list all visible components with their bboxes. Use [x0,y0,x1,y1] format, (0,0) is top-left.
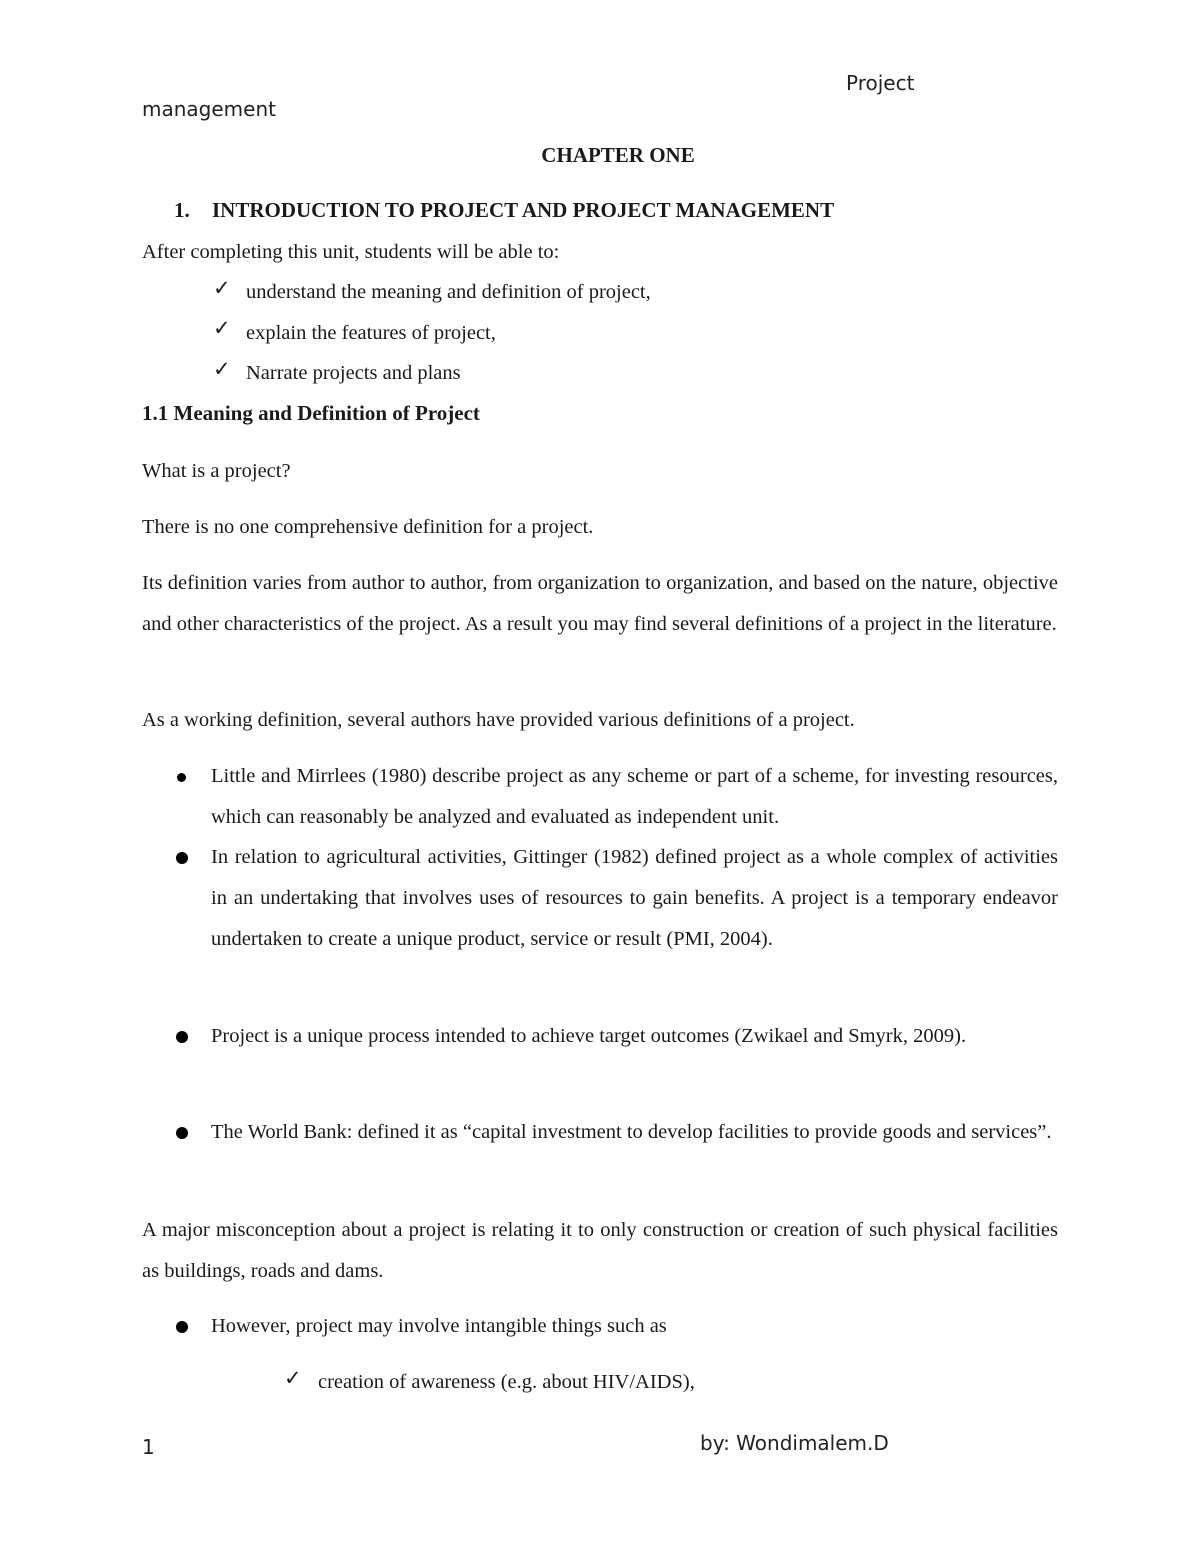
check-icon: ✓ [213,316,231,340]
definition-item: In relation to agricultural activities, Gittinger (1982) defined project as a whole complex of activities in an undertaking that involves uses of resources to gain benefits. A project is a temporary endeavor undertaken to create a unique product, service or result (PMI, 2004). [211,846,1058,950]
objective-item: explain the features of project, [246,322,496,344]
paragraph-working-definition: As a working definition, several authors have provided various definitions of a project. [142,709,855,731]
bullet-icon [176,1321,188,1333]
paragraph-no-definition: There is no one comprehensive definition for a project. [142,516,594,538]
chapter-title: CHAPTER ONE [541,143,695,167]
paragraph-question: What is a project? [142,460,291,482]
header-left: management [142,97,276,121]
check-icon: ✓ [213,357,231,381]
page-number: 1 [142,1435,155,1459]
footer-author: by: Wondimalem.D [700,1431,889,1455]
header-right: Project [846,71,915,95]
check-icon: ✓ [213,276,231,300]
objectives-intro: After completing this unit, students will be able to: [142,241,560,263]
objective-item: Narrate projects and plans [246,362,461,384]
paragraph-misconception: A major misconception about a project is relating it to only construction or creation of such physical facilities as buildings, roads and dams. [142,1219,1058,1282]
subsection-heading: 1.1 Meaning and Definition of Project [142,401,480,425]
objective-item: understand the meaning and definition of project, [246,281,651,303]
definition-item: The World Bank: defined it as “capital investment to develop facilities to provide goods and services”. [211,1121,1052,1143]
paragraph-varies: Its definition varies from author to author, from organization to organization, and based on the nature, objective and other characteristics of the project. As a result you may find several definitions of a project in the literature. [142,572,1058,635]
check-icon: ✓ [284,1366,302,1390]
however-sub-item: creation of awareness (e.g. about HIV/AIDS), [318,1371,695,1393]
bullet-icon [176,1127,188,1139]
section-heading: INTRODUCTION TO PROJECT AND PROJECT MANAGEMENT [212,198,835,222]
bullet-icon [177,773,186,782]
bullet-icon [176,852,188,864]
definition-item: Little and Mirrlees (1980) describe project as any scheme or part of a scheme, for investing resources, which can reasonably be analyzed and evaluated as independent unit. [211,765,1058,828]
bullet-icon [176,1031,188,1043]
definition-item: Project is a unique process intended to achieve target outcomes (Zwikael and Smyrk, 2009). [211,1025,967,1047]
section-heading-number: 1. [174,198,190,222]
however-item: However, project may involve intangible things such as [211,1315,667,1337]
